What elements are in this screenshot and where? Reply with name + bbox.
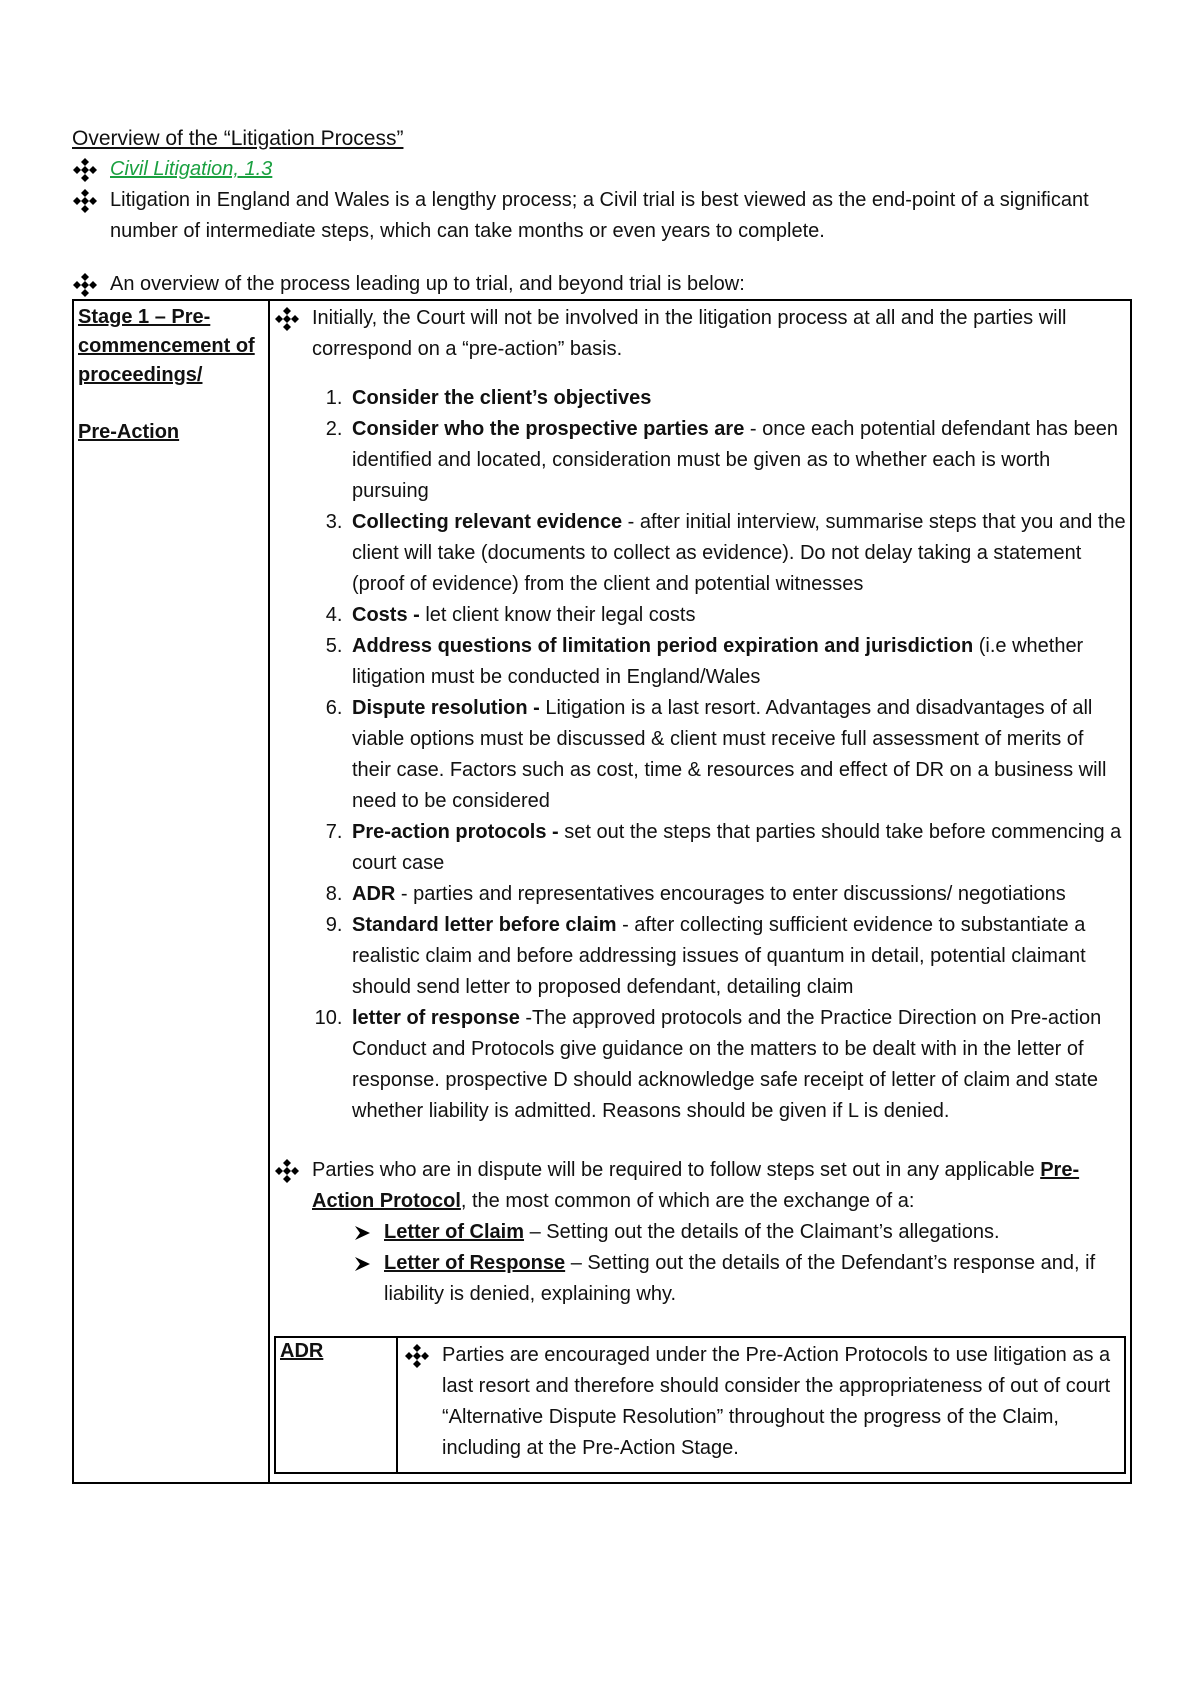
diamond-bullet-icon bbox=[72, 188, 98, 214]
bullet-link bbox=[72, 154, 1132, 185]
bullet-intro-paragraph: Litigation in England and Wales is a lengthy process; a Civil trial is best viewed as the end-point of a significant number of intermediate steps, which can take months or even years to complete. bbox=[72, 185, 1132, 247]
step-item: 3. Collecting relevant evidence - after initial interview, summarise steps that you and the client will take (documents to collect as evidence). Do not delay taking a statement (proof of evidence) from the client and potential witnesses bbox=[348, 507, 1126, 600]
intro-section bbox=[72, 154, 1132, 300]
stage-sublabel: Pre-Action bbox=[78, 421, 180, 443]
step-item: 4. Costs - let client know their legal costs bbox=[348, 600, 1126, 631]
adr-content-cell bbox=[397, 1337, 1125, 1473]
civil-litigation-link[interactable]: Civil Litigation, 1.3 bbox=[110, 158, 273, 180]
bullet-adr: Parties are encouraged under the Pre-Action Protocols to use litigation as a last resort and therefore should consider the appropriateness of out of court “Alternative Dispute Resolution” throughout the progress of the Claim, including at the Pre-Action Stage. bbox=[404, 1340, 1116, 1464]
diamond-bullet-icon bbox=[72, 272, 98, 298]
arrow-bullet-icon bbox=[351, 1217, 375, 1248]
page-title: Overview of the “Litigation Process” bbox=[72, 127, 404, 150]
step-item: 7. Pre-action protocols - set out the steps that parties should take before commencing a court case bbox=[348, 817, 1126, 879]
step-item: 2. Consider who the prospective parties are - once each potential defendant has been identified and located, consideration must be given as to whether each is worth pursuing bbox=[348, 414, 1126, 507]
step-item: 8. ADR - parties and representatives encourages to enter discussions/ negotiations bbox=[348, 879, 1126, 910]
stage-label: Stage 1 – Pre-commencement of proceedings/ bbox=[78, 306, 255, 386]
bullet-initial: Initially, the Court will not be involved in the litigation process at all and the parties will correspond on a “pre-action” basis. bbox=[274, 303, 1126, 365]
pre-action-protocol-label: Pre-Action Protocol bbox=[312, 1159, 1080, 1212]
step-item: 1. Consider the client’s objectives bbox=[348, 383, 1126, 414]
letter-item: Letter of Claim – Setting out the details of the Claimant’s allegations. bbox=[274, 1217, 1126, 1248]
letter-item: Letter of Response – Setting out the details of the Defendant’s response and, if liability is denied, explaining why. bbox=[274, 1248, 1126, 1310]
diamond-bullet-icon bbox=[274, 306, 300, 332]
step-item: 10. letter of response -The approved protocols and the Practice Direction on Pre-action Conduct and Protocols give guidance on the matters to be dealt with in the letter of response. prospective D should acknowledge safe receipt of letter of claim and state whether liability is admitted. Reasons should be given if L is denied. bbox=[348, 1003, 1126, 1127]
adr-label: ADR bbox=[275, 1337, 397, 1473]
step-item: 9. Standard letter before claim - after collecting sufficient evidence to substantiate a realistic claim and before addressing issues of quantum in detail, potential claimant should send letter to proposed defendant, detailing claim bbox=[348, 910, 1126, 1003]
adr-table bbox=[274, 1336, 1126, 1474]
steps-list bbox=[274, 383, 1126, 1127]
stage-content-cell bbox=[269, 300, 1131, 1483]
diamond-bullet-icon bbox=[274, 1158, 300, 1184]
bullet-overview: An overview of the process leading up to trial, and beyond trial is below: bbox=[72, 269, 1132, 300]
diamond-bullet-icon bbox=[72, 157, 98, 183]
arrow-bullet-icon bbox=[351, 1248, 375, 1279]
step-item: 5. Address questions of limitation period expiration and jurisdiction (i.e whether litigation must be conducted in England/Wales bbox=[348, 631, 1126, 693]
diamond-bullet-icon bbox=[404, 1343, 430, 1369]
bullet-protocol: Parties who are in dispute will be required to follow steps set out in any applicable Pre-Action Protocol, the most common of which are the exchange of a: bbox=[274, 1155, 1126, 1217]
step-item: 6. Dispute resolution - Litigation is a last resort. Advantages and disadvantages of all viable options must be discussed & client must receive full assessment of merits of their case. Factors such as cost, time & resources and effect of DR on a business will need to be considered bbox=[348, 693, 1126, 817]
stage-label-cell bbox=[73, 300, 269, 1483]
stage-table bbox=[72, 299, 1132, 1484]
